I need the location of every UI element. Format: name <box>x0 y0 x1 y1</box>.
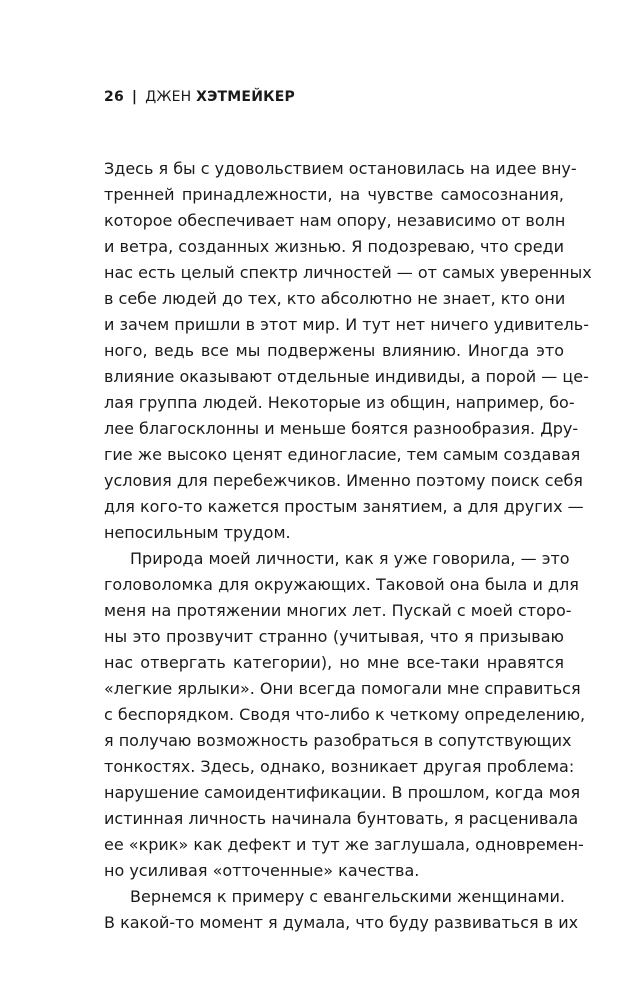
text-line: но усиливая «отточенные» качества. <box>104 861 420 880</box>
paragraph-2 <box>104 546 586 884</box>
text-line: головоломка для окружающих. Таковой она была и для <box>104 575 579 594</box>
text-line: ного, ведь все мы подвержены влиянию. Иногда это <box>104 341 564 360</box>
text-line: в себе людей до тех, кто абсолютно не знает, кто они <box>104 289 566 308</box>
running-head <box>104 87 295 107</box>
text-line: ее «крик» как дефект и тут же заглушала, одновремен- <box>104 835 584 854</box>
body-text <box>104 156 592 936</box>
text-line: и зачем пришли в этот мир. И тут нет ничего удивитель- <box>104 315 589 334</box>
page-number: 26 <box>104 89 124 105</box>
text-line: влияние оказывают отдельные индивиды, а порой — це- <box>104 367 589 386</box>
text-line: гие же высоко ценят единогласие, тем самым создавая <box>104 445 581 464</box>
text-line: с беспорядком. Сводя что-либо к четкому определению, <box>104 705 586 724</box>
text-line: ны это прозвучит странно (учитывая, что я призываю <box>104 627 564 646</box>
author-first-name: ДЖЕН <box>145 89 192 105</box>
text-line: В какой-то момент я думала, что буду развиваться в их <box>104 913 579 932</box>
text-line: непосильным трудом. <box>104 523 291 542</box>
author-last-name: ХЭТМЕЙКЕР <box>196 89 295 105</box>
text-line: тренней принадлежности, на чувстве самосознания, <box>104 185 564 204</box>
text-line: которое обеспечивает нам опору, независимо от волн <box>104 211 566 230</box>
text-line: Здесь я бы с удовольствием остановилась на идее вну- <box>104 159 577 178</box>
text-line: и ветра, созданных жизнью. Я подозреваю, что среди <box>104 237 564 256</box>
text-line: нас есть целый спектр личностей — от самых уверенных <box>104 263 592 282</box>
text-line: условия для перебежчиков. Именно поэтому поиск себя <box>104 471 583 490</box>
header-separator: | <box>131 89 138 105</box>
text-line: Вернемся к примеру с евангельскими женщинами. <box>130 887 565 906</box>
paragraph-1 <box>104 156 592 546</box>
paragraph-3 <box>104 884 579 936</box>
text-line: лее благосклонны и меньше боятся разнообразия. Дру- <box>104 419 579 438</box>
text-line: тонкостях. Здесь, однако, возникает другая проблема: <box>104 757 575 776</box>
text-line: нас отвергать категории), но мне все-таки нравятся <box>104 653 564 672</box>
text-line: истинная личность начинала бунтовать, я расценивала <box>104 809 579 828</box>
text-line: Природа моей личности, как я уже говорила, — это <box>130 549 570 568</box>
text-line: для кого-то кажется простым занятием, а для других — <box>104 497 584 516</box>
text-line: меня на протяжении многих лет. Пускай с моей сторо- <box>104 601 572 620</box>
text-line: нарушение самоидентификации. В прошлом, когда моя <box>104 783 581 802</box>
text-line: я получаю возможность разобраться в сопутствующих <box>104 731 572 750</box>
text-line: лая группа людей. Некоторые из общин, например, бо- <box>104 393 575 412</box>
text-line: «легкие ярлыки». Они всегда помогали мне справиться <box>104 679 581 698</box>
